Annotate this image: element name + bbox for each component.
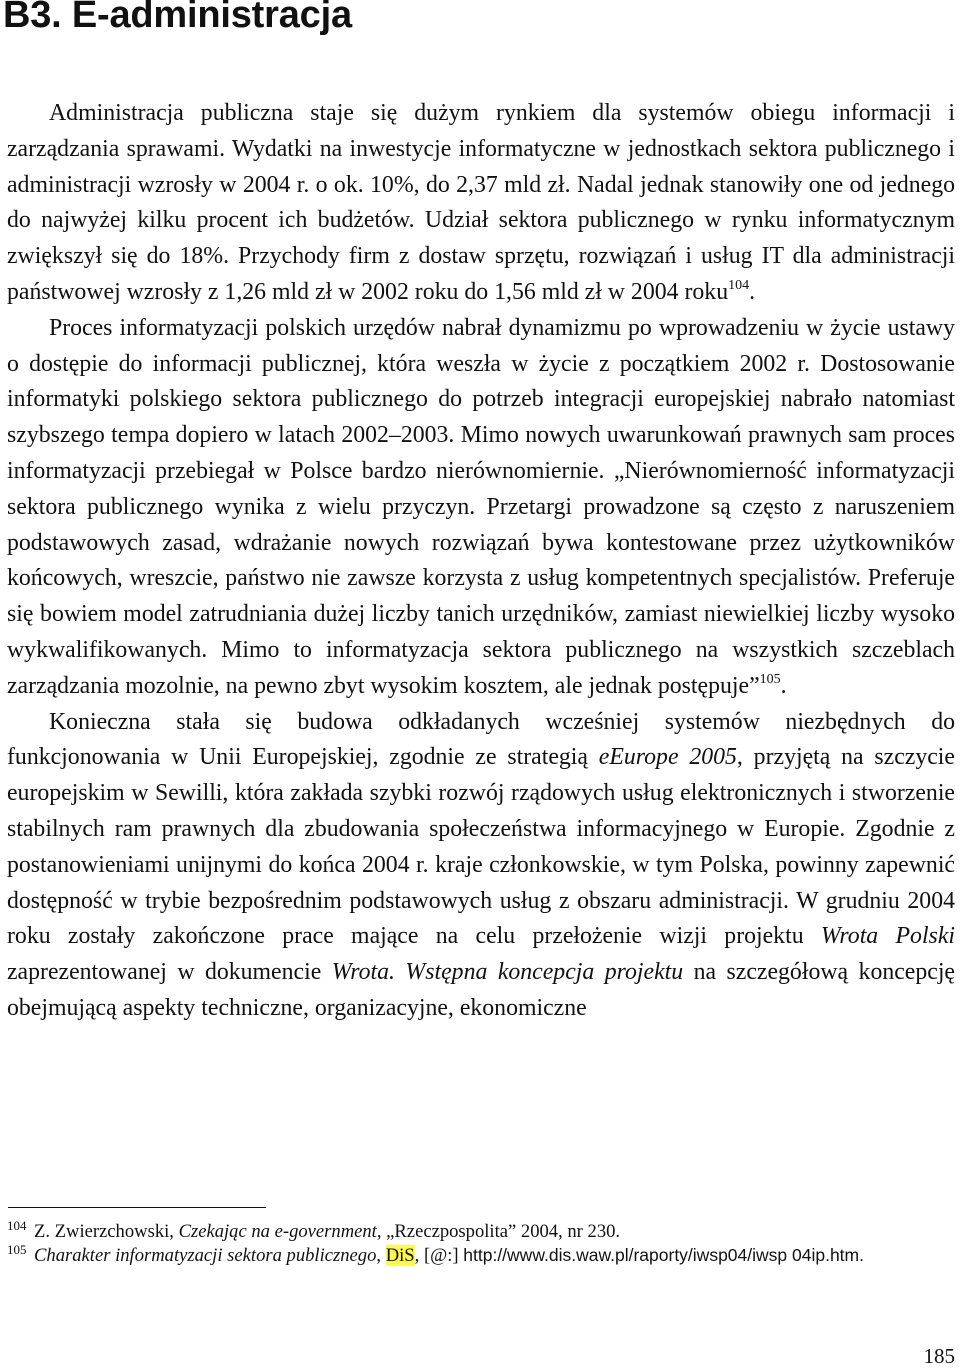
chapter-heading: B3. E-administracja <box>3 0 352 36</box>
text-segment: , przyjętą na szczycie europejskim w Sewilli, która zakłada szybki rozwój rządowych usług elektronicznych i stworzenie stabilnych ram prawnych dla zbudowania społeczeństwa informacyjnego w Europie. Zgodnie z postanowieniami unijnymi do końca 2004 r. kraje członkowskie, w tym Polska, powinny zapewnić dostępność w trybie bezpośrednim podstawowych usług z obszaru administracji. W grudniu 2004 roku zostały zakończone prace mające na celu przełożenie wizji projektu <box>7 744 955 950</box>
italic-title: Czekając na e-government <box>178 1221 377 1242</box>
text-segment: Konieczna stała się budowa odkładanych wcześniej systemów niezbędnych do funkcjonowania w Unii Europejskiej, zgodnie ze strategią <box>7 708 955 771</box>
paragraph <box>7 705 955 1027</box>
footnote-number: 105 <box>7 1241 27 1257</box>
footnote-105 <box>7 1241 955 1268</box>
footnotes <box>7 1220 955 1267</box>
body-text <box>7 96 955 1027</box>
text-segment: Z. Zwierzchowski, <box>34 1221 179 1242</box>
paragraph <box>7 96 955 311</box>
footnote-104 <box>7 1220 955 1244</box>
italic-title: Charakter informatyzacji sektora publicznego <box>34 1244 377 1266</box>
text-segment: Proces informatyzacji polskich urzędów nabrał dynamizmu po wprowadzeniu w życie ustawy o dostępie do informacji publicznej, która weszła w życie z początkiem 2002 r. Dostosowanie informatyki polskiego sektora publicznego do potrzeb integracji europejskiej nabrało natomiast szybszego tempa dopiero w latach 2002–2003. Mimo nowych uwarunkowań prawnych sam proces informatyzacji przebiegał w Polsce bardzo nierównomiernie. „Nierównomierność informatyzacji sektora publicznego wynika z wielu przyczyn. Przetargi prowadzone są często z naruszeniem podstawowych zasad, wdrażanie nowych rozwiązań bywa kontestowane przez użytkowników końcowych, wreszcie, państwo nie zawsze korzysta z usług kompetentnych specjalistów. Preferuje się bowiem model zatrudniania dużej liczby tanich urzędników, zamiast niewielkiej liczby wysoko wykwalifikowanych. Mimo to informatyzacja sektora publicznego na wszystkich szczeblach zarządzania mozolnie, na pewno zbyt wysokim kosztem, ale jednak postępuje” <box>7 314 955 699</box>
text-segment: na szczegółową koncepcję obejmującą aspekty techniczne, organizacyjne, ekonomiczne <box>7 959 955 1021</box>
italic-title: Wrota. Wstępna koncepcja projektu <box>331 959 684 986</box>
footnote-number: 104 <box>7 1218 27 1233</box>
italic-title: Wrota Polski <box>820 923 955 950</box>
text-segment: . <box>749 278 756 305</box>
text-segment: , [@:] <box>414 1244 464 1266</box>
text-segment: , „Rzeczpospolita” 2004, nr 230. <box>376 1221 621 1242</box>
page-number: 185 <box>923 1344 955 1368</box>
italic-title: eEurope 2005 <box>598 744 737 771</box>
source-url-link[interactable]: http://www.dis.waw.pl/raporty/iwsp04/iwsp 04ip.htm. <box>463 1244 864 1265</box>
footnote-separator <box>8 1207 266 1208</box>
footnote-ref-104[interactable]: 104 <box>728 278 750 294</box>
paragraph <box>7 311 955 705</box>
text-segment: , <box>376 1244 386 1266</box>
footnote-ref-105[interactable]: 105 <box>759 671 781 687</box>
highlighted-text: DiS <box>385 1244 415 1266</box>
text-segment: zaprezentowanej w dokumencie <box>7 959 332 986</box>
text-segment: Administracja publiczna staje się dużym rynkiem dla systemów obiegu informacji i zarządzania sprawami. Wydatki na inwestycje informatyczne w jednostkach sektora publicznego i administracji wzrosły w 2004 r. o ok. 10%, do 2,37 mld zł. Nadal jednak stanowiły one od jednego do najwyżej kilku procent ich budżetów. Udział sektora publicznego w rynku informatycznym zwiększył się do 18%. Przychody firm z dostaw sprzętu, rozwiązań i usług IT dla administracji państwowej wzrosły z 1,26 mld zł w 2002 roku do 1,56 mld zł w 2004 roku <box>7 100 955 305</box>
text-segment: . <box>780 672 787 699</box>
